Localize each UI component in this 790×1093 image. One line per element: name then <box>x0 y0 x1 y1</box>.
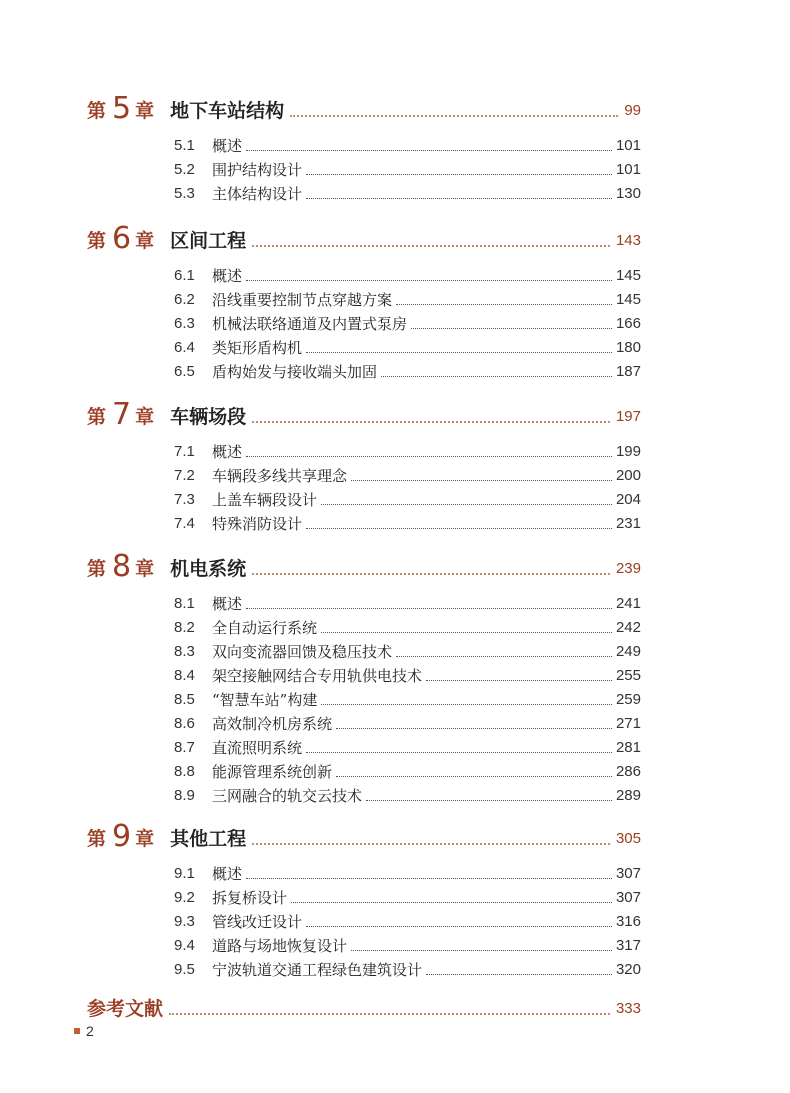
section-page-number: 271 <box>615 715 641 732</box>
section-title: 特殊消防设计 <box>212 515 303 533</box>
chapter-page-number: 99 <box>624 102 641 119</box>
section-page-number: 259 <box>615 691 641 708</box>
dot-leader <box>396 656 612 657</box>
dot-leader <box>246 878 612 879</box>
section-number: 6.4 <box>174 339 195 356</box>
section-page-number: 249 <box>615 643 641 660</box>
section-number: 7.3 <box>174 491 195 508</box>
references-heading[interactable] <box>87 988 641 1022</box>
section-title: 围护结构设计 <box>212 161 303 179</box>
section-title: 双向变流器回馈及稳压技术 <box>212 643 393 661</box>
section-number: 7.2 <box>174 467 195 484</box>
section-number: 8.1 <box>174 595 195 612</box>
section-entry[interactable] <box>174 736 641 758</box>
section-number: 6.3 <box>174 315 195 332</box>
section-entry[interactable] <box>174 934 641 956</box>
dot-leader <box>321 504 612 505</box>
section-entry[interactable] <box>174 288 641 310</box>
section-page-number: 145 <box>615 291 641 308</box>
dot-leader <box>246 150 612 151</box>
section-title: 直流照明系统 <box>212 739 303 757</box>
section-title: 上盖车辆段设计 <box>212 491 318 509</box>
chapter-page-number: 143 <box>615 232 641 249</box>
section-page-number: 101 <box>615 137 641 154</box>
chapter-title: 机电系统 <box>170 558 247 580</box>
section-page-number: 317 <box>615 937 641 954</box>
section-title: 概述 <box>212 595 243 613</box>
section-page-number: 286 <box>615 763 641 780</box>
chapter-prefix: 第 <box>87 406 107 428</box>
section-page-number: 187 <box>615 363 641 380</box>
section-title: “智慧车站”构建 <box>212 691 318 709</box>
chapter-heading[interactable] <box>87 818 641 852</box>
section-number: 5.2 <box>174 161 195 178</box>
section-entry[interactable] <box>174 958 641 980</box>
dot-leader <box>252 573 610 575</box>
section-number: 9.5 <box>174 961 195 978</box>
section-entry[interactable] <box>174 640 641 662</box>
dot-leader <box>246 280 612 281</box>
section-entry[interactable] <box>174 312 641 334</box>
chapter-number: 5 <box>112 91 132 126</box>
chapter-suffix: 章 <box>135 230 155 252</box>
section-title: 概述 <box>212 267 243 285</box>
page-footer <box>74 1023 94 1039</box>
dot-leader <box>336 728 612 729</box>
section-number: 8.2 <box>174 619 195 636</box>
section-title: 主体结构设计 <box>212 185 303 203</box>
section-page-number: 281 <box>615 739 641 756</box>
chapter-page-number: 305 <box>615 830 641 847</box>
section-page-number: 289 <box>615 787 641 804</box>
section-entry[interactable] <box>174 784 641 806</box>
section-number: 9.4 <box>174 937 195 954</box>
section-number: 8.4 <box>174 667 195 684</box>
section-page-number: 180 <box>615 339 641 356</box>
section-page-number: 255 <box>615 667 641 684</box>
dot-leader <box>306 528 612 529</box>
section-entry[interactable] <box>174 182 641 204</box>
dot-leader <box>252 843 610 845</box>
section-title: 类矩形盾构机 <box>212 339 303 357</box>
section-page-number: 130 <box>615 185 641 202</box>
references-title: 参考文献 <box>87 998 164 1020</box>
section-number: 5.1 <box>174 137 195 154</box>
dot-leader <box>290 115 618 117</box>
section-number: 5.3 <box>174 185 195 202</box>
section-number: 9.2 <box>174 889 195 906</box>
chapter-heading[interactable] <box>87 220 641 254</box>
dot-leader <box>426 680 612 681</box>
section-entry[interactable] <box>174 134 641 156</box>
section-number: 6.2 <box>174 291 195 308</box>
section-title: 机械法联络通道及内置式泵房 <box>212 315 408 333</box>
section-entry[interactable] <box>174 158 641 180</box>
section-entry[interactable] <box>174 592 641 614</box>
section-page-number: 307 <box>615 889 641 906</box>
dot-leader <box>252 421 610 423</box>
section-page-number: 166 <box>615 315 641 332</box>
chapter-suffix: 章 <box>135 406 155 428</box>
chapter-heading[interactable] <box>87 396 641 430</box>
dot-leader <box>411 328 612 329</box>
section-entry[interactable] <box>174 512 641 534</box>
chapter-heading[interactable] <box>87 548 641 582</box>
dot-leader <box>381 376 612 377</box>
section-entry[interactable] <box>174 264 641 286</box>
section-entry[interactable] <box>174 664 641 686</box>
dot-leader <box>306 174 612 175</box>
section-number: 8.7 <box>174 739 195 756</box>
section-entry[interactable] <box>174 910 641 932</box>
dot-leader <box>426 974 612 975</box>
section-number: 8.8 <box>174 763 195 780</box>
chapter-title: 地下车站结构 <box>170 100 285 122</box>
section-title: 高效制冷机房系统 <box>212 715 333 733</box>
chapter-suffix: 章 <box>135 100 155 122</box>
section-page-number: 316 <box>615 913 641 930</box>
section-title: 管线改迁设计 <box>212 913 303 931</box>
chapter-number: 6 <box>112 221 132 256</box>
section-title: 架空接触网结合专用轨供电技术 <box>212 667 423 685</box>
section-number: 9.3 <box>174 913 195 930</box>
dot-leader <box>291 902 612 903</box>
dot-leader <box>306 198 612 199</box>
chapter-prefix: 第 <box>87 828 107 850</box>
dot-leader <box>321 632 612 633</box>
section-title: 拆复桥设计 <box>212 889 288 907</box>
section-entry[interactable] <box>174 886 641 908</box>
section-number: 8.3 <box>174 643 195 660</box>
section-page-number: 320 <box>615 961 641 978</box>
dot-leader <box>306 352 612 353</box>
section-title: 沿线重要控制节点穿越方案 <box>212 291 393 309</box>
section-title: 能源管理系统创新 <box>212 763 333 781</box>
section-page-number: 307 <box>615 865 641 882</box>
chapter-title: 车辆场段 <box>170 406 247 428</box>
section-number: 8.6 <box>174 715 195 732</box>
section-title: 道路与场地恢复设计 <box>212 937 348 955</box>
section-entry[interactable] <box>174 360 641 382</box>
chapter-title: 区间工程 <box>170 230 247 252</box>
section-entry[interactable] <box>174 760 641 782</box>
section-page-number: 200 <box>615 467 641 484</box>
chapter-number: 7 <box>112 397 132 432</box>
chapter-suffix: 章 <box>135 558 155 580</box>
chapter-page-number: 197 <box>615 408 641 425</box>
footer-page-number: 2 <box>86 1023 94 1039</box>
section-number: 7.4 <box>174 515 195 532</box>
section-entry[interactable] <box>174 712 641 734</box>
dot-leader <box>396 304 612 305</box>
dot-leader <box>252 245 610 247</box>
footer-square-icon <box>74 1028 80 1034</box>
section-number: 8.9 <box>174 787 195 804</box>
dot-leader <box>306 752 612 753</box>
dot-leader <box>336 776 612 777</box>
section-entry[interactable] <box>174 488 641 510</box>
section-title: 概述 <box>212 865 243 883</box>
section-page-number: 101 <box>615 161 641 178</box>
section-entry[interactable] <box>174 688 641 710</box>
section-page-number: 199 <box>615 443 641 460</box>
section-title: 车辆段多线共享理念 <box>212 467 348 485</box>
section-title: 概述 <box>212 137 243 155</box>
chapter-heading[interactable] <box>87 90 641 124</box>
section-number: 6.1 <box>174 267 195 284</box>
dot-leader <box>351 480 612 481</box>
section-number: 8.5 <box>174 691 195 708</box>
dot-leader <box>246 456 612 457</box>
section-page-number: 231 <box>615 515 641 532</box>
dot-leader <box>321 704 612 705</box>
chapter-suffix: 章 <box>135 828 155 850</box>
section-entry[interactable] <box>174 862 641 884</box>
section-entry[interactable] <box>174 464 641 486</box>
section-number: 7.1 <box>174 443 195 460</box>
section-page-number: 145 <box>615 267 641 284</box>
section-number: 9.1 <box>174 865 195 882</box>
chapter-prefix: 第 <box>87 230 107 252</box>
chapter-number: 9 <box>112 819 132 854</box>
chapter-prefix: 第 <box>87 100 107 122</box>
section-title: 概述 <box>212 443 243 461</box>
dot-leader <box>246 608 612 609</box>
section-title: 宁波轨道交通工程绿色建筑设计 <box>212 961 423 979</box>
chapter-prefix: 第 <box>87 558 107 580</box>
section-title: 全自动运行系统 <box>212 619 318 637</box>
chapter-title: 其他工程 <box>170 828 247 850</box>
section-title: 三网融合的轨交云技术 <box>212 787 363 805</box>
chapter-number: 8 <box>112 549 132 584</box>
section-page-number: 241 <box>615 595 641 612</box>
dot-leader <box>306 926 612 927</box>
dot-leader <box>351 950 612 951</box>
chapter-page-number: 239 <box>615 560 641 577</box>
section-number: 6.5 <box>174 363 195 380</box>
section-page-number: 242 <box>615 619 641 636</box>
dot-leader <box>169 1013 610 1015</box>
section-entry[interactable] <box>174 616 641 638</box>
section-title: 盾构始发与接收端头加固 <box>212 363 378 381</box>
section-entry[interactable] <box>174 336 641 358</box>
dot-leader <box>366 800 612 801</box>
section-entry[interactable] <box>174 440 641 462</box>
section-page-number: 204 <box>615 491 641 508</box>
references-page-number: 333 <box>615 1000 641 1017</box>
